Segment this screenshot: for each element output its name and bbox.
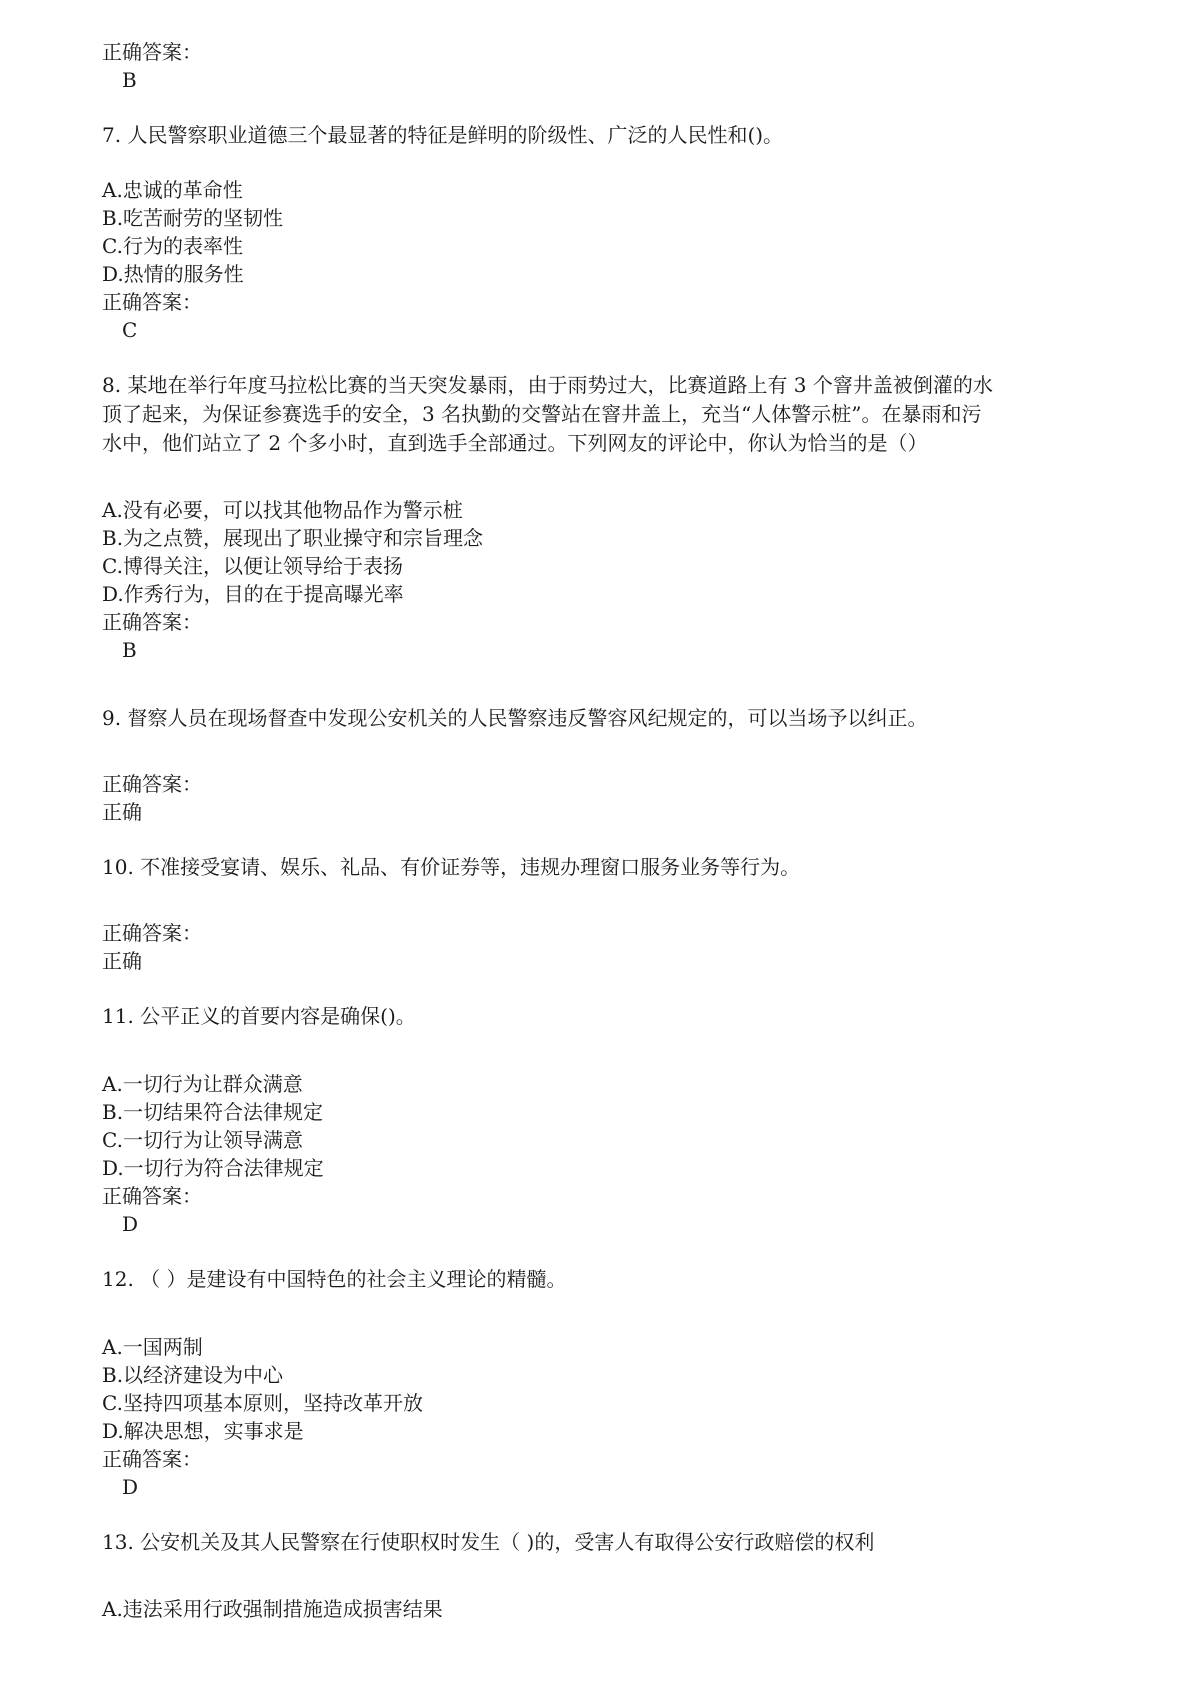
question-text: 7. 人民警察职业道德三个最显著的特征是鲜明的阶级性、广泛的人民性和()。 [102,123,784,147]
answer-value: B [122,68,137,92]
option-a: A.一国两制 [102,1335,203,1359]
question-text: 8. 某地在举行年度马拉松比赛的当天突发暴雨，由于雨势过大，比赛道路上有 3 个窨井盖被倒灌的水 [102,373,993,397]
option-c: C.行为的表率性 [102,234,243,258]
answer-label: 正确答案： [102,1447,202,1471]
question-text: 9. 督察人员在现场督查中发现公安机关的人民警察违反警容风纪规定的，可以当场予以纠正。 [102,706,928,730]
answer-label: 正确答案： [102,610,202,634]
option-a: A.忠诚的革命性 [102,178,243,202]
answer-label: 正确答案： [102,1184,202,1208]
question-text: 顶了起来，为保证参赛选手的安全，3 名执勤的交警站在窨井盖上，充当“人体警示桩”。在暴雨和污 [102,402,982,426]
answer-label: 正确答案： [102,290,202,314]
option-d: D.解决思想，实事求是 [102,1419,304,1443]
option-b: B.吃苦耐劳的坚韧性 [102,206,284,230]
option-c: C.博得关注，以便让领导给于表扬 [102,554,403,578]
answer-value: 正确 [102,949,142,973]
option-d: D.作秀行为，目的在于提高曝光率 [102,582,404,606]
option-a: A.没有必要，可以找其他物品作为警示桩 [102,498,463,522]
option-a: A.违法采用行政强制措施造成损害结果 [102,1597,443,1621]
answer-value: D [122,1475,139,1499]
answer-value: B [122,638,137,662]
answer-label: 正确答案： [102,772,202,796]
answer-value: D [122,1212,139,1236]
answer-label: 正确答案： [102,40,202,64]
option-c: C.坚持四项基本原则，坚持改革开放 [102,1391,423,1415]
question-text: 13. 公安机关及其人民警察在行使职权时发生（ )的，受害人有取得公安行政赔偿的权利 [102,1530,875,1554]
option-d: D.一切行为符合法律规定 [102,1156,324,1180]
answer-value: 正确 [102,800,142,824]
option-b: B.为之点赞，展现出了职业操守和宗旨理念 [102,526,484,550]
question-text: 11. 公平正义的首要内容是确保()。 [102,1004,416,1028]
option-b: B.以经济建设为中心 [102,1363,284,1387]
option-d: D.热情的服务性 [102,262,244,286]
option-c: C.一切行为让领导满意 [102,1128,303,1152]
option-a: A.一切行为让群众满意 [102,1072,303,1096]
question-text: 12. （ ）是建设有中国特色的社会主义理论的精髓。 [102,1267,567,1291]
answer-label: 正确答案： [102,921,202,945]
question-text: 水中，他们站立了 2 个多小时，直到选手全部通过。下列网友的评论中，你认为恰当的是（） [102,431,928,455]
answer-value: C [122,318,138,342]
question-text: 10. 不准接受宴请、娱乐、礼品、有价证券等，违规办理窗口服务业务等行为。 [102,855,801,879]
option-b: B.一切结果符合法律规定 [102,1100,324,1124]
